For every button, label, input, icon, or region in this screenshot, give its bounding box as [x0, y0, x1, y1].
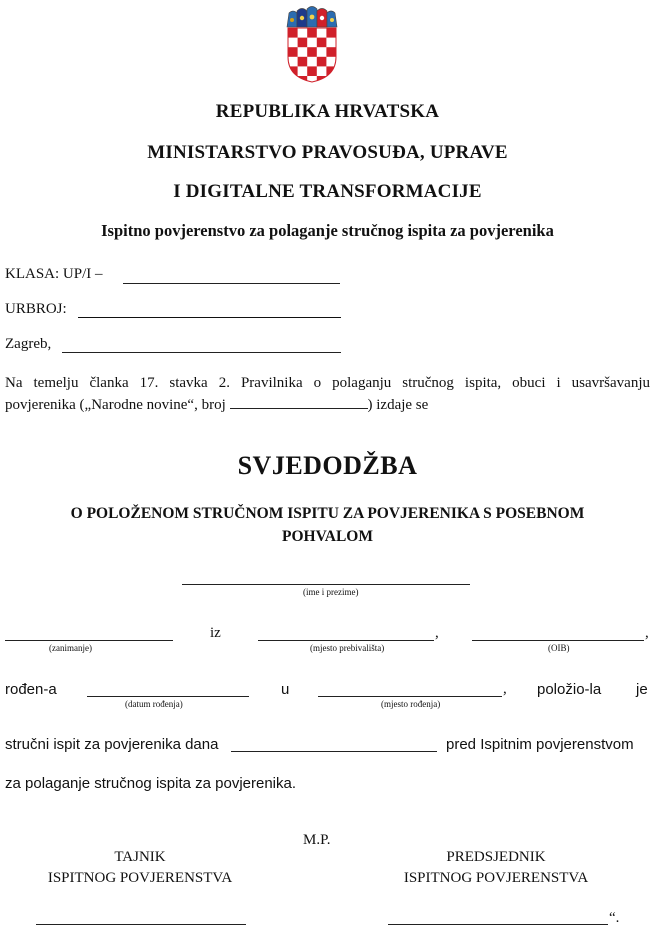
- birth-date-field[interactable]: [87, 696, 249, 697]
- committee-name: Ispitno povjerenstvo za polaganje stručnog ispita za povjerenika: [101, 221, 554, 240]
- exam-date-field[interactable]: [231, 751, 437, 752]
- passed-label: položio-la: [537, 681, 602, 698]
- in-label: u: [281, 681, 290, 698]
- seal-label: M.P.: [303, 832, 331, 848]
- birthplace-field[interactable]: [318, 696, 502, 697]
- president-signature-line[interactable]: [388, 924, 608, 925]
- document-subtitle-line1: O POLOŽENOM STRUČNOM ISPITU ZA POVJERENIKA S POSEBNOM: [70, 505, 585, 522]
- exam-text-3: za polaganje stručnog ispita za povjerenika.: [5, 775, 297, 792]
- comma-3: ,: [503, 681, 507, 697]
- intro-line1: Na temelju članka 17. stavka 2. Pravilnika o polaganju stručnog ispita, obuci i usavršavanju: [5, 375, 650, 391]
- date-place-field[interactable]: [62, 352, 341, 353]
- klasa-field[interactable]: [123, 283, 340, 284]
- birthplace-caption: (mjesto rođenja): [381, 699, 441, 709]
- name-caption: (ime i prezime): [303, 587, 359, 597]
- president-title-1: PREDSJEDNIK: [446, 849, 546, 865]
- exam-text-1: stručni ispit za povjerenika dana: [5, 736, 219, 753]
- secretary-title-1: TAJNIK: [114, 849, 166, 865]
- ministry-name-line1: MINISTARSTVO PRAVOSUĐA, UPRAVE: [147, 142, 508, 163]
- place-label: Zagreb,: [5, 336, 52, 352]
- croatian-coat-of-arms-icon: [284, 5, 340, 83]
- klasa-label: KLASA: UP/I –: [5, 266, 103, 282]
- born-label: rođen-a: [5, 681, 57, 698]
- from-label: iz: [210, 625, 221, 641]
- occupation-field[interactable]: [5, 640, 173, 641]
- oib-field[interactable]: [472, 640, 644, 641]
- ministry-name-line2: I DIGITALNE TRANSFORMACIJE: [173, 181, 482, 202]
- country-name: REPUBLIKA HRVATSKA: [215, 101, 440, 122]
- gazette-number-field[interactable]: [230, 394, 368, 409]
- residence-field[interactable]: [258, 640, 434, 641]
- is-label: je: [636, 681, 648, 698]
- secretary-title-2: ISPITNOG POVJERENSTVA: [47, 870, 233, 886]
- president-title-2: ISPITNOG POVJERENSTVA: [403, 870, 589, 886]
- exam-text-2: pred Ispitnim povjerenstvom: [446, 736, 634, 753]
- secretary-signature-line[interactable]: [36, 924, 246, 925]
- document-title: SVJEDODŽBA: [237, 451, 418, 480]
- comma-2: ,: [645, 625, 649, 641]
- intro-line2: [5, 394, 428, 415]
- closing-quote: “.: [609, 910, 620, 926]
- residence-caption: (mjesto prebivališta): [310, 643, 385, 653]
- urbroj-field[interactable]: [78, 317, 341, 318]
- coat-of-arms: [284, 5, 340, 83]
- birth-date-caption: (datum rođenja): [125, 699, 183, 709]
- urbroj-label: URBROJ:: [5, 301, 67, 317]
- comma-1: ,: [435, 625, 439, 641]
- intro-text-b: ) izdaje se: [367, 397, 429, 413]
- oib-caption: (OIB): [548, 643, 570, 653]
- name-field[interactable]: [182, 584, 470, 585]
- intro-text-a: povjerenika („Narodne novine“, broj: [5, 397, 226, 413]
- occupation-caption: (zanimanje): [49, 643, 92, 653]
- document-subtitle-line2: POHVALOM: [282, 528, 373, 545]
